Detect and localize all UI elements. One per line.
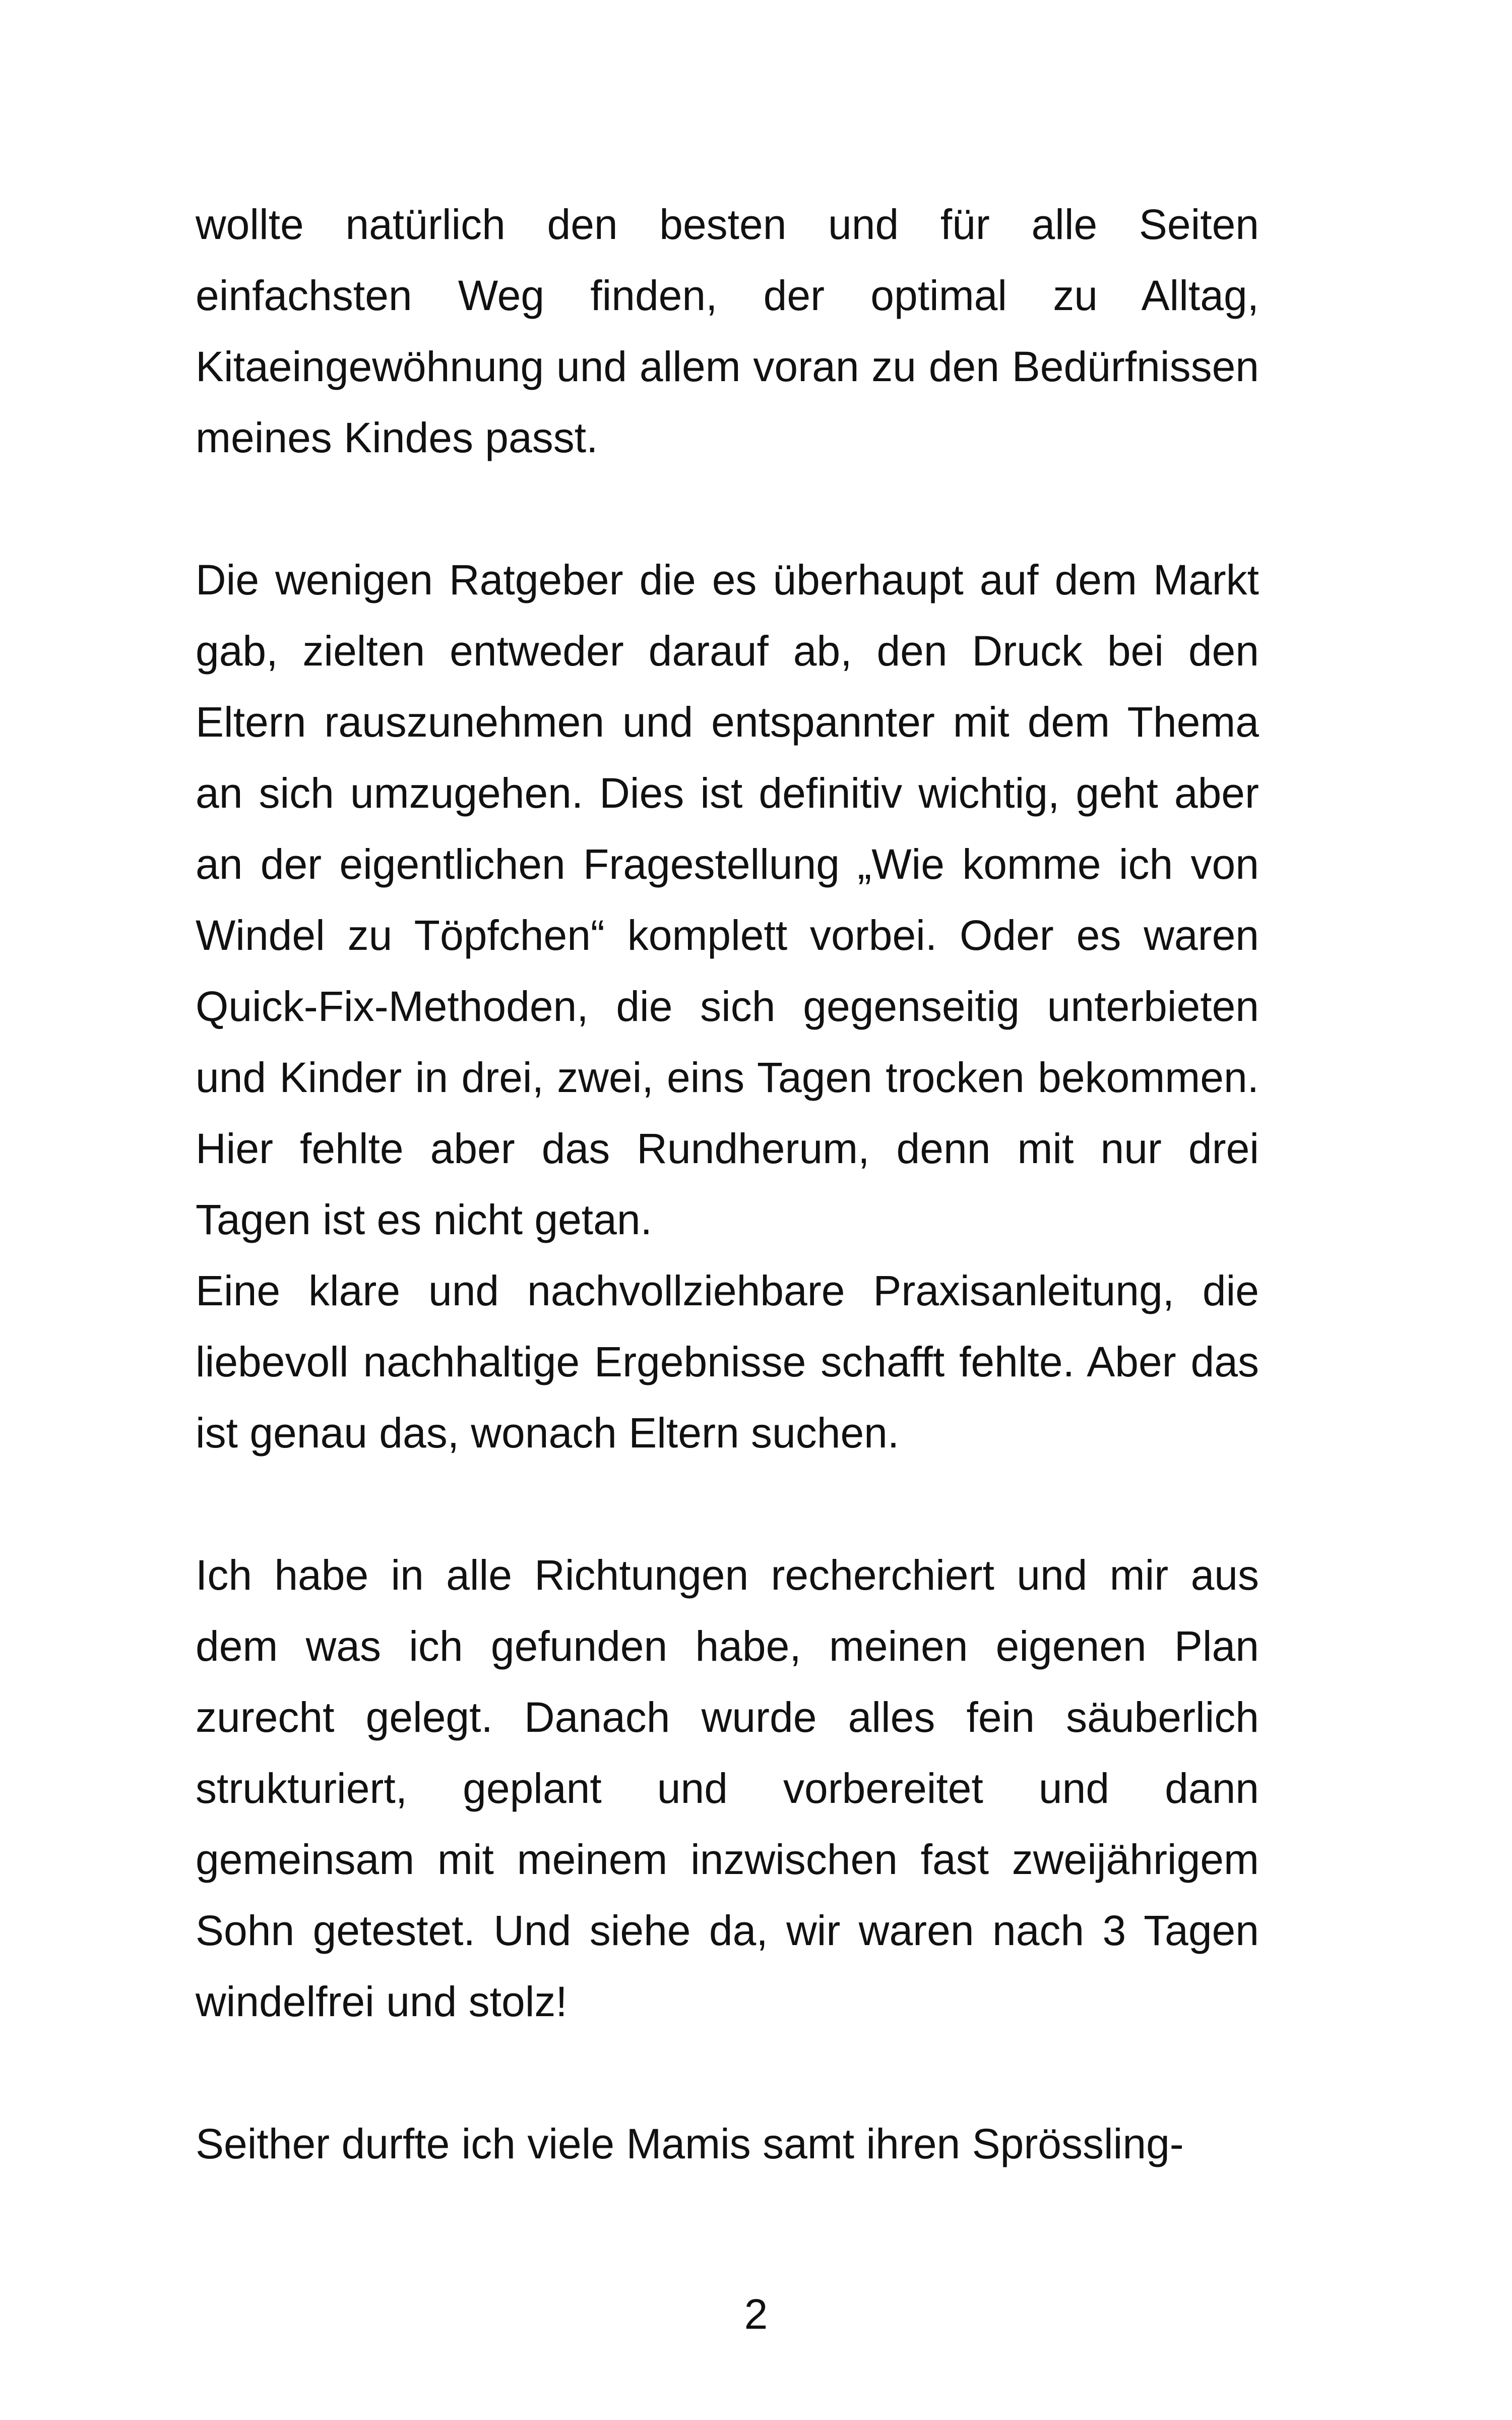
paragraph-3: Eine klare und nachvollziehbare Praxisanleitung, die liebevoll nachhaltige Ergebnisse schafft fehlte. Aber das ist genau das, wonach Eltern suchen. <box>196 1267 1259 1457</box>
paragraph-1: wollte natürlich den besten und für alle Seiten einfachsten Weg finden, der optimal zu Alltag, Kitaeingewöhnung und allem voran zu den Bedürfnissen meines Kindes passt. <box>196 201 1259 461</box>
paragraph-5: Seither durfte ich viele Mamis samt ihren Sprössling- <box>196 2120 1184 2167</box>
page-number: 2 <box>744 2290 768 2338</box>
paragraph-2: Die wenigen Ratgeber die es überhaupt auf dem Markt gab, zielten entweder darauf ab, den Druck bei den Eltern rauszunehmen und entspannter mit dem Thema an sich umzugehen. Dies ist definitiv wichtig, geht aber an der eigentlichen Fragestellung „Wie komme ich von Windel zu Töpfchen“ komplett vorbei. Oder es waren Quick-Fix-Methoden, die sich gegenseitig unterbieten und Kinder in drei, zwei, eins Tagen trocken bekommen. Hier fehlte aber das Rundherum, denn mit nur drei Tagen ist es nicht getan. <box>196 556 1259 1243</box>
paragraph-4: Ich habe in alle Richtungen recherchiert und mir aus dem was ich gefunden habe, meinen eigenen Plan zurecht gelegt. Danach wurde alles fein säuberlich strukturiert, geplant und vorbereitet und dann gemeinsam mit meinem inzwischen fast zweijährigem Sohn getestet. Und siehe da, wir waren nach 3 Tagen windelfrei und stolz! <box>196 1551 1259 2025</box>
body-text <box>196 189 1259 2180</box>
